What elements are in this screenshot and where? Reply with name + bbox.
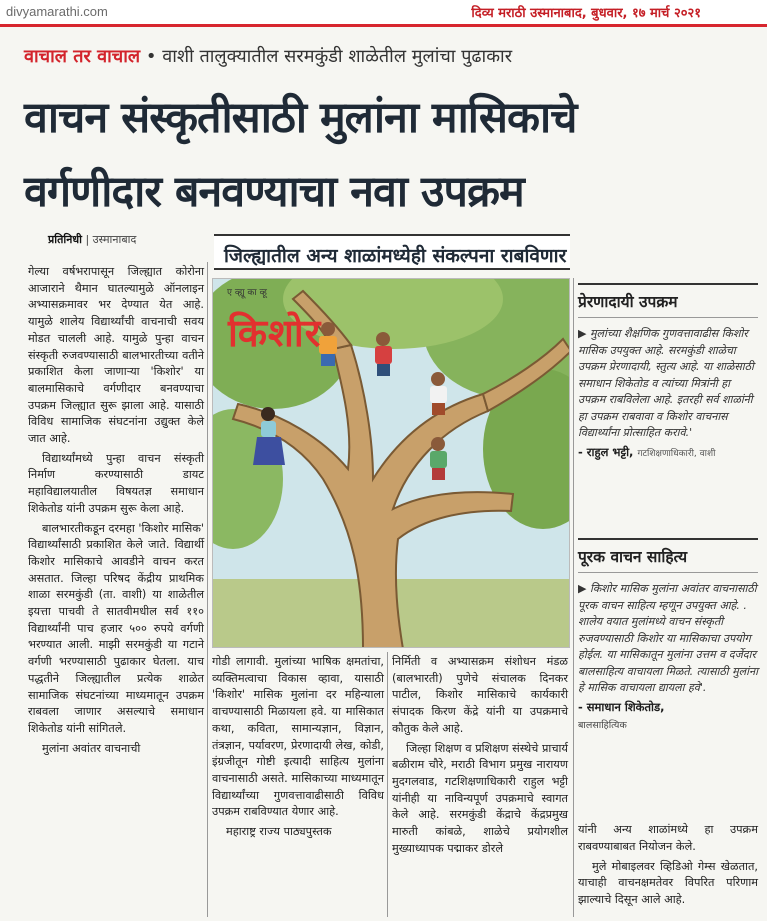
illustration-corner-text: ए व्ह्यू का व्हू [227,288,267,298]
paragraph: महाराष्ट्र राज्य पाठ्यपुस्तक [226,825,332,839]
signature-name: - राहुल भट्टी, [578,444,634,459]
subhead: जिल्ह्यातील अन्य शाळांमध्येही संकल्पना राबविणार [224,245,567,267]
column-divider [387,652,388,917]
paragraph: गेल्या वर्षभरापासून जिल्ह्यात कोरोना आजाराने थैमान घातल्यामुळे ऑनलाइन अभ्यासक्रमावर भर देण्यात येत आहे. यामुळे शालेय विद्यार्थ्यांची वाचनाची सवय मोडत चालली आहे. यामुळे पुन्हा वाचन संस्कृती रुजवण्यासाठी बालभारतीच्या वतीने प्रकाशित केला जाणाऱ्या 'किशोर' या बालमासिकाचे वर्गणीदार बनवण्याचा उपक्रम जिल्ह्यात सुरू झाला आहे. यासाठी विविध सामाजिक संघटनांना उद्युक्त केले जात आहे. [28,265,204,446]
quote-marker-icon: ▶ [578,327,587,340]
kicker-text: वाशी तालुक्यातील सरमकुंडी शाळेतील मुलांचा पुढाकार [162,46,513,67]
byline-place: उस्मानाबाद [92,233,137,246]
paragraph: बालभारतीकडून दरमहा 'किशोर मासिक' विद्यार्थ्यांसाठी प्रकाशित केले जाते. विद्यार्थी किशोर मासिकाचे आवडीने वाचन करत असतात. जिल्हा परिषद केंद्रीय प्राथमिक शाळा सरमकुंडी (ता. वाशी) या शाळेतील इयत्ता पाचवी ते सातवीमधील सर्व ११० विद्यार्थ्यांनी पाच हजार ५०० रुपये वर्गणी भरण्यात आली. माझी सरमकुंडी या गटाने वर्गणी भरण्यासाठी पुढाकार घेतला. याच पद्धतीने जिल्ह्यातील प्रत्येक शाळेत सामाजिक संघटनांच्या माध्यमातून उपक्रम राबवला जाणार असल्याचे समाधान शिकेतोड यांनी सांगितले. [28,521,204,735]
sidebar-quote-text: किशोर मासिक मुलांना अवांतर वाचनासाठी पूरक वाचन साहित्य म्हणून उपयुक्त आहे. . शालेय वयात मुलांमध्ये वाचन संस्कृती रुजवण्यासाठी किशोर या मासिकाचा उपयोग होईल. या मासिकातून मुलांना उत्तम व दर्जेदार बालसाहित्य वाचायला मिळते. त्यासाठी मुलांना हे मासिक वाचायला द्यायला हवे'. [578,582,758,694]
sidebar-box-supplementary [578,538,758,731]
kicker-line [24,44,512,68]
paragraph: जिल्हा शिक्षण व प्रशिक्षण संस्थेचे प्राचार्य बळीराम चौरे, मराठी विभाग प्रमुख नारायण मुदगलवाड, गटशिक्षणाधिकारी राहुल भट्टी यांनीही या नाविन्यपूर्ण उपक्रमाचे स्वागत केले आहे. सरमकुंडी केंद्राचे केंद्रप्रमुख मारुती कांबळे, शाळेचे प्रयोगशील मुख्याध्यापक पद्माकर डोरले [392,741,568,855]
article-column-1 [28,264,204,760]
sidebar-quote-text: मुलांच्या शैक्षणिक गुणवत्तावाढीस किशोर मासिक उपयुक्त आहे. सरमकुंडी शाळेचा उपक्रम प्रेरणादायी, स्तुत्य आहे. या शाळेसाठी समाधान शिकेतोड व त्यांच्या मित्रांनी हा उपक्रम राबविलेला आहे. इतरही सर्व शाळांनी हा उपक्रम राबवावा व किशोर वाचनास विद्यार्थ्यांना प्रोत्साहित करावे.' [578,327,754,439]
column-divider [573,278,574,917]
byline-reporter: प्रतिनिधी [48,233,82,246]
headline-line-1: वाचन संस्कृतीसाठी मुलांना मासिकाचे [24,93,577,143]
signature-role: गटशिक्षणाधिकारी, वाशी [637,448,716,459]
headline-line-2: वर्गणीदार बनवण्याचा नवा उपक्रम [24,167,524,217]
kicker-separator: • [145,46,157,67]
site-url[interactable]: divyamarathi.com [6,4,108,19]
kishor-title: किशोर [228,311,322,355]
column-divider [207,262,208,917]
sidebar-box-inspiring [578,283,758,460]
paragraph: मुलांना अवांतर वाचनाची [42,741,141,755]
signature-name: - समाधान शिकेतोड, [578,699,665,714]
newspaper-logo: दिव्य मराठी [471,6,526,21]
article-column-3 [392,654,568,860]
paragraph: विद्यार्थ्यांमध्ये पुन्हा वाचन संस्कृती निर्माण करण्यासाठी डायट महाविद्यालयातील विषयतज्ञ समाधान शिकेतोड यांनी उपक्रम सुरू केला आहे. [28,451,204,515]
paragraph: यांनी अन्य शाळांमध्ये हा उपक्रम राबवण्याबाबत नियोजन केले. [578,823,758,853]
paragraph: निर्मिती व अभ्यासक्रम संशोधन मंडळ (बालभारती) पुणेचे संचालक दिनकर पाटील, किशोर मासिकाचे कार्यकारी संपादक किरण केंद्रे यांनी या उपक्रमाचे कौतुक केले आहे. [392,655,568,735]
signature-role: बालसाहित्यिक [578,719,627,731]
kicker-label: वाचाल तर वाचाल [24,46,141,67]
sidebar-quote [578,326,758,442]
sidebar-title: पूरक वाचन साहित्य [578,538,758,573]
sidebar-signature [578,445,758,460]
edition-date: उस्मानाबाद, बुधवार, १७ मार्च २०२१ [530,6,701,21]
paragraph: मुले मोबाइलवर व्हिडिओ गेम्स खेळतात, याचाही वाचनक्षमतेवर विपरित परिणाम झाल्याचे दिसून आले आहे. [578,859,758,907]
quote-marker-icon: ▶ [578,582,587,595]
edition-info [471,3,701,21]
sidebar-title: प्रेरणादायी उपक्रम [578,283,758,318]
sidebar-quote [578,581,758,697]
sidebar-signature [578,700,758,715]
paragraph: गोडी लागावी. मुलांच्या भाषिक क्षमतांचा, व्यक्तिमत्वाचा विकास व्हावा, यासाठी 'किशोर' मासिक मुलांना दर महिन्याला वाचण्यासाठी मिळायला हवे. या मासिकात कथा, कविता, सामान्यज्ञान, विज्ञान, तंत्रज्ञान, पर्यावरण, प्रेरणादायी लेख, कोडी, इंग्रजीतून गोष्टी इत्यादी साहित्य मुलांना वाचनासाठी असते. मासिकाच्या माध्यमातून विद्यार्थ्यांच्या गुणवत्तावाढीसाठी विविध उपक्रम राबविण्यात येणार आहे. [212,655,384,819]
page-header-bar [0,0,767,27]
byline-sep: | [81,233,93,246]
byline [48,232,136,247]
article-column-2 [212,654,384,844]
article-column-4 [578,822,758,912]
subhead-box [214,234,570,270]
